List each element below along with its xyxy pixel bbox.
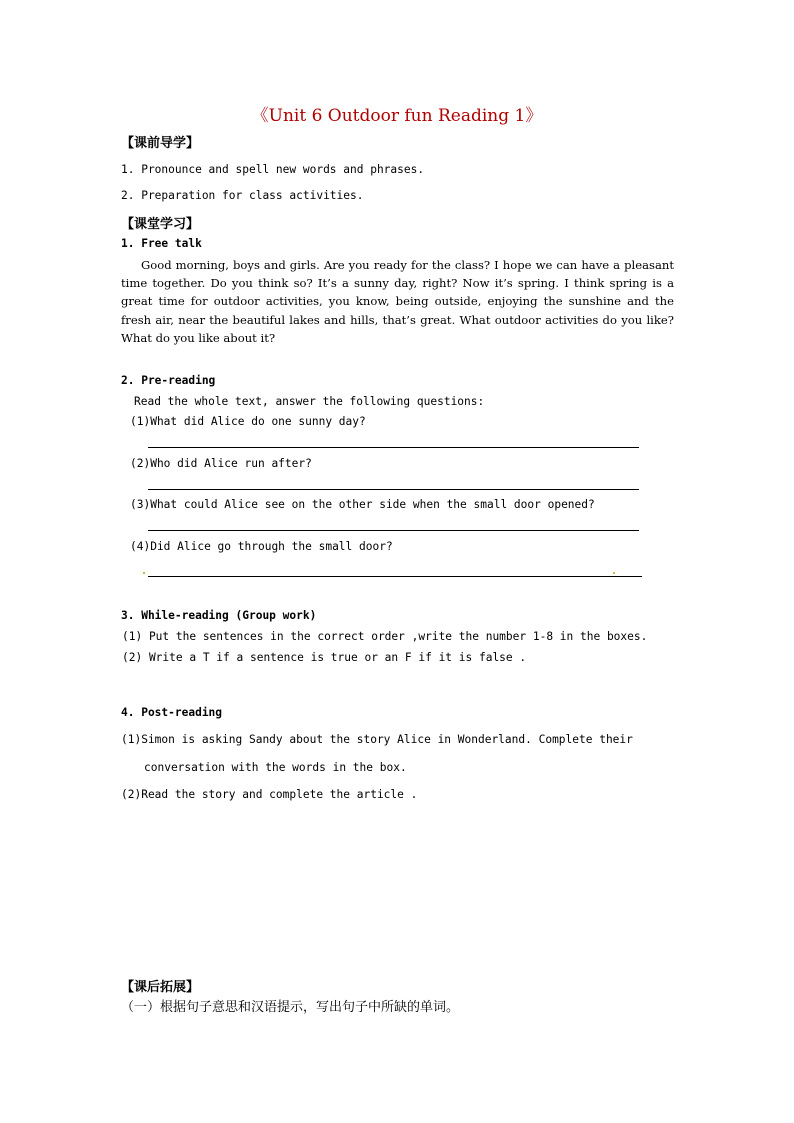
while-reading-heading: 3. While-reading (Group work) bbox=[121, 609, 317, 622]
answer-line-1[interactable] bbox=[148, 447, 639, 448]
answer-line-3[interactable] bbox=[148, 530, 639, 531]
preclass-item-1: 1. Pronounce and spell new words and phrases. bbox=[121, 163, 425, 176]
question-3: (3)What could Alice see on the other side when the small door opened? bbox=[130, 498, 595, 511]
mark-dot-right bbox=[613, 572, 615, 574]
while-reading-item-1: (1) Put the sentences in the correct order ,write the number 1-8 in the boxes. bbox=[122, 630, 648, 643]
post-reading-item-1: (1)Simon is asking Sandy about the story Alice in Wonderland. Complete their bbox=[121, 733, 633, 746]
question-4: (4)Did Alice go through the small door? bbox=[130, 540, 393, 553]
question-2: (2)Who did Alice run after? bbox=[130, 457, 312, 470]
free-talk-heading: 1. Free talk bbox=[121, 237, 202, 250]
free-talk-paragraph bbox=[121, 256, 674, 347]
section-heading-preclass: 【课前导学】 bbox=[121, 136, 200, 151]
pre-reading-instruction: Read the whole text, answer the following questions: bbox=[134, 395, 485, 408]
question-1: (1)What did Alice do one sunny day? bbox=[130, 415, 366, 428]
answer-line-2[interactable] bbox=[148, 489, 639, 490]
post-reading-heading: 4. Post-reading bbox=[121, 706, 223, 719]
section-heading-inclass: 【课堂学习】 bbox=[121, 217, 200, 232]
page-title: 《Unit 6 Outdoor fun Reading 1》 bbox=[251, 106, 543, 126]
preclass-item-2: 2. Preparation for class activities. bbox=[121, 189, 364, 202]
while-reading-item-2: (2) Write a T if a sentence is true or an F if it is false . bbox=[122, 651, 527, 664]
mark-dot-left bbox=[143, 572, 145, 574]
pre-reading-heading: 2. Pre-reading bbox=[121, 374, 216, 387]
after-class-task: （一）根据句子意思和汉语提示，写出句子中所缺的单词。 bbox=[121, 1000, 460, 1015]
post-reading-item-2: (2)Read the story and complete the article . bbox=[121, 788, 418, 801]
section-heading-afterclass: 【课后拓展】 bbox=[121, 980, 200, 995]
post-reading-item-1-cont: conversation with the words in the box. bbox=[144, 761, 407, 774]
free-talk-text: Good morning, boys and girls. Are you ready for the class? I hope we can have a pleasant time together. Do you think so? It’s a sunny day, right? Now it’s spring. I think spring is a great time for outdoor activities, you know, being outside, enjoying the sunshine and the fresh air, near the beautiful lakes and hills, that’s great. What outdoor activities do you like? What do you like about it? bbox=[121, 258, 674, 345]
answer-line-4[interactable] bbox=[148, 576, 642, 577]
